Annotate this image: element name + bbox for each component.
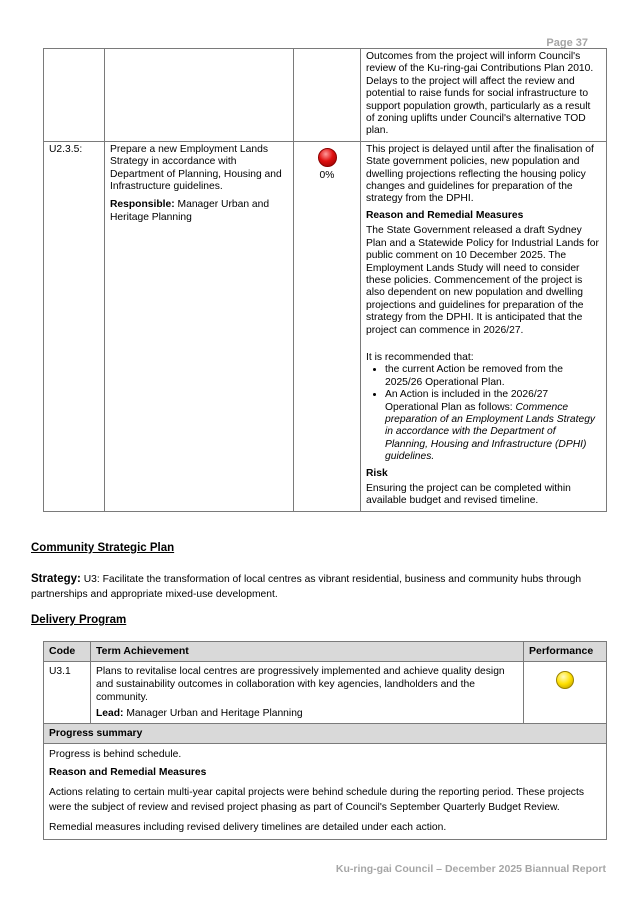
recommend-intro: It is recommended that:: [366, 351, 474, 363]
progress-text: Progress is behind schedule.: [49, 749, 182, 760]
status-yellow-icon: [556, 671, 574, 689]
progress-reason-heading: Reason and Remedial Measures: [49, 767, 207, 778]
risk-heading: Risk: [366, 467, 388, 479]
table-row: [44, 141, 607, 511]
header-term: Term Achievement: [91, 642, 524, 662]
header-performance: Performance: [524, 642, 607, 662]
reason-heading: Reason and Remedial Measures: [366, 209, 524, 221]
term-code: U3.1: [44, 662, 91, 724]
table-header-row: [44, 642, 607, 662]
responsible-value: Manager Urban and Heritage Planning: [110, 199, 270, 223]
page-footer: Ku-ring-gai Council – December 2025 Biannual Report: [335, 863, 606, 875]
responsible-label: Responsible:: [110, 199, 175, 211]
reason-text: The State Government released a draft Sydney Plan and a Statewide Policy for Industrial Lands for public comment on 10 December 2025. The Employment Lands Study will need to consider these policies. Commencement of the project is also dependent on new population and dwelling projections and guidelines for preparation of the strategy from the DPHI. It is anticipated that the project can commence in 2026/27.: [366, 225, 599, 336]
percent-complete: 0%: [319, 169, 335, 181]
risk-text: Ensuring the project can be completed within available budget and revised timeline.: [366, 483, 571, 507]
action-description: Prepare a new Employment Lands Strategy in accordance with Department of Planning, Housing and Infrastructure guidelines.: [110, 143, 282, 193]
csp-heading: Community Strategic Plan: [31, 542, 175, 554]
recommendation-list: [366, 364, 601, 463]
page-number: Page 37: [546, 37, 588, 49]
delivery-heading: Delivery Program: [31, 614, 127, 626]
strategy-text: U3: Facilitate the transformation of local centres as vibrant residential, business and community hubs through partnerships and appropriate mixed-use development.: [31, 574, 582, 600]
continuation-text: Outcomes from the project will inform Council's review of the Ku-ring-gai Contributions Plan 2010. Delays to the project will affect the review and potential to raise funds for social infrastructure to support population growth, particularly as a result of zoning uplifts under Council's alternative TOD plan.: [366, 51, 594, 137]
list-item: • An Action is included in the 2026/27 Operational Plan as follows: Commence preparation of an Employment Lands Strategy in accordance with the Department of Planning, Housing and Infrastructure (DPHI) guidelines.: [385, 389, 601, 463]
list-item: • the current Action be removed from the 2025/26 Operational Plan.: [385, 364, 601, 389]
table-row: [44, 662, 607, 724]
status-red-icon: [318, 148, 337, 167]
delivery-table: [43, 641, 607, 840]
strategy-statement: [31, 572, 611, 602]
progress-reason-text: Actions relating to certain multi-year capital projects were behind schedule during the reporting period. These projects were the subject of review and revised project phasing as part of Council's September Quarterly Budget Review.: [49, 787, 584, 813]
table-row: [44, 49, 607, 142]
action-code: U2.3.5:: [44, 141, 105, 511]
remedial-text: Remedial measures including revised delivery timelines are detailed under each action.: [49, 822, 447, 833]
progress-heading: Progress summary: [44, 724, 607, 744]
lead-label: Lead:: [96, 708, 124, 719]
header-code: Code: [44, 642, 91, 662]
action-table: [43, 48, 607, 512]
term-achievement: Plans to revitalise local centres are progressively implemented and achieve quality design and sustainability outcomes in collaboration with key agencies, landholders and the community.: [96, 666, 505, 703]
lead-value: Manager Urban and Heritage Planning: [126, 708, 303, 719]
strategy-label: Strategy:: [31, 573, 81, 585]
status-comment: This project is delayed until after the finalisation of State government policies, new population and dwelling projections reflecting the housing policy changes and guidelines for preparation of the strategy from the DPHI.: [366, 143, 594, 205]
